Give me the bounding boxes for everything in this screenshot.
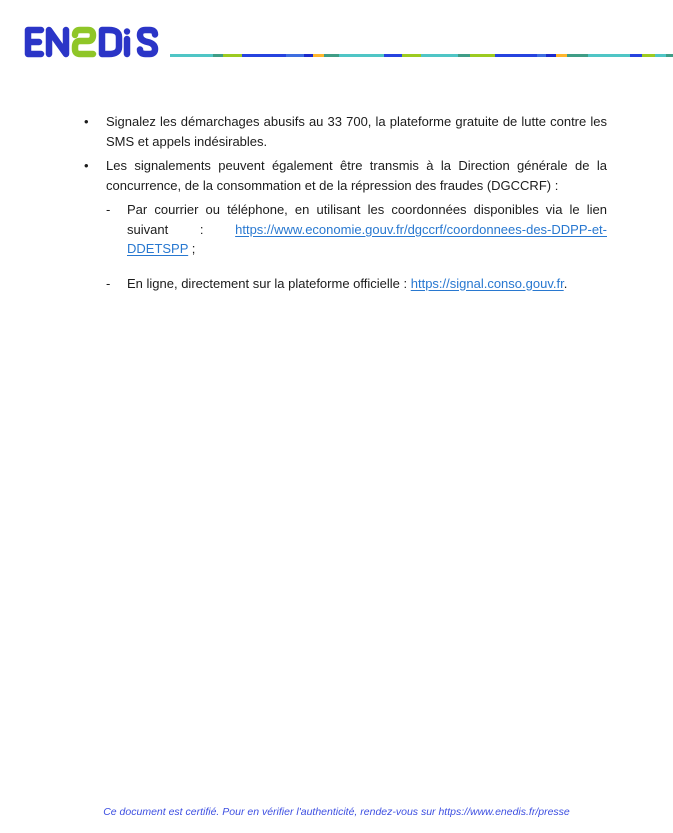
brand-line-segment xyxy=(546,54,555,57)
brand-line-segment xyxy=(470,54,496,57)
brand-line-segment xyxy=(384,54,403,57)
certification-footer xyxy=(0,806,673,818)
signal-conso-link[interactable]: https://signal.conso.gouv.fr xyxy=(410,275,564,291)
brand-line-segment xyxy=(324,54,339,57)
sub-bullet-suffix: . xyxy=(563,275,568,291)
brand-line-segment xyxy=(170,54,213,57)
dash-icon: - xyxy=(106,275,111,291)
brand-line-segment xyxy=(313,54,324,57)
brand-line-segment xyxy=(556,54,567,57)
bullet-icon: • xyxy=(84,158,89,173)
brand-line-segment xyxy=(223,54,242,57)
brand-line-segment xyxy=(286,54,305,57)
brand-line-segment xyxy=(666,54,673,57)
brand-line-segment xyxy=(213,54,223,57)
bullet-icon: • xyxy=(84,114,89,129)
brand-line-segment xyxy=(588,54,630,57)
dgccrf-coordinates-link[interactable]: https://www.economie.gouv.fr/dgccrf/coordonnees-des-DDPP-et-DDETSPP xyxy=(127,221,607,256)
sub-bullet-suffix: ; xyxy=(188,241,196,256)
list-item xyxy=(67,112,607,151)
brand-line-segment xyxy=(655,54,666,57)
sub-list-item xyxy=(67,274,607,294)
brand-line-segment xyxy=(567,54,588,57)
brand-line-segment xyxy=(339,54,383,57)
bullet-text: Les signalements peuvent également être transmis à la Direction générale de la concurrence, de la consommation et de la répression des fraudes (DGCCRF) : xyxy=(106,158,607,193)
document-body xyxy=(67,112,607,293)
sub-list-item xyxy=(67,200,607,259)
brand-line-segment xyxy=(537,54,546,57)
brand-line-segment xyxy=(304,54,313,57)
brand-line-segment xyxy=(402,54,421,57)
brand-line-segment xyxy=(242,54,285,57)
brand-line-segment xyxy=(458,54,470,57)
bullet-text: Signalez les démarchages abusifs au 33 700, la plateforme gratuite de lutte contre les SMS et appels indésirables. xyxy=(106,114,607,149)
brand-line-segment xyxy=(630,54,642,57)
enedis-logo xyxy=(18,22,160,62)
brand-line-segment xyxy=(421,54,458,57)
dash-icon: - xyxy=(106,202,111,217)
certification-text: Ce document est certifié. Pour en vérifier l'authenticité, rendez-vous sur https://www.enedis.fr/presse xyxy=(103,806,570,818)
enedis-logo-icon xyxy=(18,22,160,62)
brand-line-segment xyxy=(642,54,655,57)
brand-line-segment xyxy=(495,54,537,57)
sub-bullet-text: Par courrier ou téléphone, en utilisant les coordonnées disponibles via le lien suivant : xyxy=(127,202,607,237)
sub-bullet-text: En ligne, directement sur la plateforme officielle : xyxy=(127,275,411,291)
list-item xyxy=(67,156,607,195)
brand-separator-line xyxy=(170,54,673,57)
